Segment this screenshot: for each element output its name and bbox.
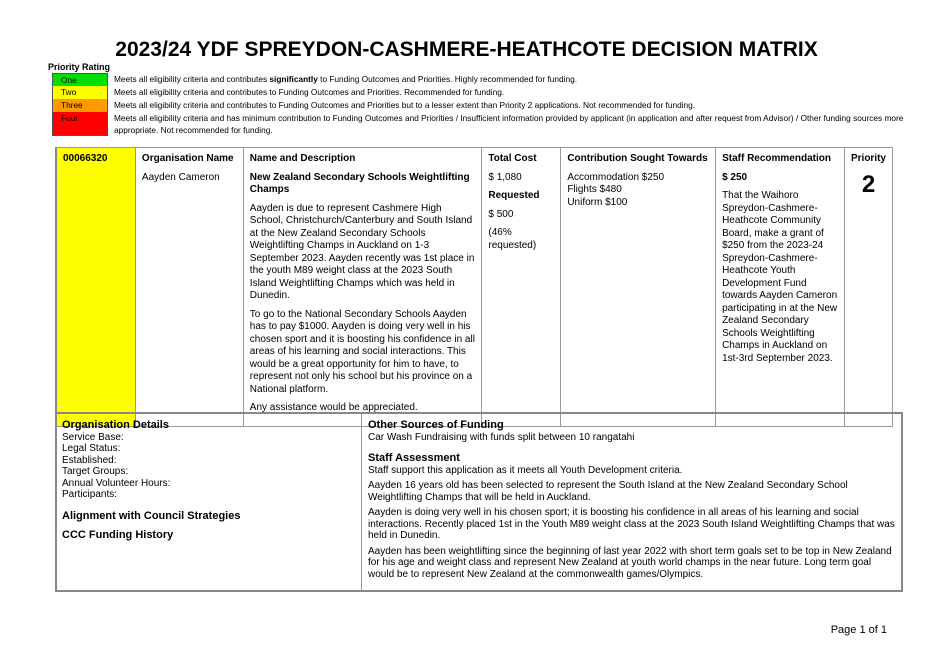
field-label: Annual Volunteer Hours:	[62, 477, 171, 489]
requested-percent: (46% requested)	[488, 227, 537, 251]
org-details-title: Organisation Details	[62, 419, 169, 431]
staff-assessment-title: Staff Assessment	[368, 452, 460, 464]
contribution-item: Flights $480	[567, 184, 622, 195]
page-number: Page 1 of 1	[830, 624, 887, 636]
staff-cell	[716, 148, 845, 427]
contribution-item: Accommodation $250	[567, 171, 665, 183]
desc-text: Meets all eligibility criteria and contributes to Funding Outcomes and Priorities. Recommended for funding.	[114, 87, 505, 97]
field-label: Service Base:	[62, 431, 124, 443]
contribution-item: Uniform $100	[567, 196, 628, 208]
assessment-paragraph: Aayden 16 years old has been selected to represent the South Island at the New Zealand Secondary School Weightlifting Champs that will be held in Auckland.	[368, 480, 848, 503]
org-name: Aayden Cameron	[141, 171, 220, 183]
field-label: Established:	[62, 454, 117, 466]
priority-legend-row	[52, 99, 912, 112]
cost-header: Total Cost	[488, 153, 537, 164]
org-header: Organisation Name	[141, 153, 234, 164]
priority-legend	[52, 73, 912, 136]
funding-history-title: CCC Funding History	[62, 529, 174, 541]
requested-label: Requested	[488, 190, 540, 201]
description-paragraph: Any assistance would be appreciated.	[249, 402, 418, 413]
application-id-cell	[56, 148, 135, 427]
priority-cell	[844, 148, 892, 427]
staff-recommendation: That the Waihoro Spreydon-Cashmere-Heathcote Community Board, make a grant of $250 from the 2023-24 Spreydon-Cashmere-Heathcote Youth Development Fund towards Aayden Cameron participating in at the New Zealand Secondary Schools Weightlifting Champs in Auckland on 1st-3rd September 2023.	[722, 190, 838, 364]
desc-text: Meets all eligibility criteria and contributes	[114, 74, 270, 84]
field-label: Participants:	[62, 489, 118, 500]
priority-value: 2	[861, 170, 876, 198]
priority-header: Priority	[850, 153, 886, 164]
other-sources-title: Other Sources of Funding	[368, 419, 504, 431]
description-paragraph: To go to the National Secondary Schools Aayden has to pay $1000. Aayden is doing very well in his chosen sport and it is boosting his confidence in all areas of his learning and social interactions. This would be a great opportunity for him to have, to represent not only his school but his province on a National platform.	[249, 308, 475, 395]
priority-swatch: Four	[52, 112, 108, 136]
priority-description	[108, 73, 577, 85]
other-sources-text: Car Wash Fundraising with funds split between 10 rangatahi	[368, 431, 635, 443]
project-name: New Zealand Secondary Schools Weightlifting Champs	[249, 171, 470, 195]
application-table	[55, 147, 893, 427]
field-label: Target Groups:	[62, 466, 129, 477]
priority-swatch: Two	[52, 86, 108, 99]
description-paragraph: Aayden is due to represent Cashmere High School, Christchurch/Canterbury and South Island at the New Zealand Secondary Schools Weightlifting Champs in Auckland on 1-3 September 2023. Aayden recently was 1st place in the youth M89 weight class at the 2023 South Island Weightlifting Champs which was held in Dunedin.	[249, 202, 475, 301]
funding-assessment	[363, 414, 901, 590]
requested-amount: $ 500	[488, 208, 514, 220]
priority-description	[108, 99, 695, 111]
contribution-cell	[561, 148, 716, 427]
desc-text: Meets all eligibility criteria and has minimum contribution to Funding Outcomes and Priorities / Insufficient information provided by applicant (in application and after request from Advisor) / Other funding sources more appropriate. Not recommended for funding.	[114, 113, 904, 135]
contrib-header: Contribution Sought Towards	[567, 153, 708, 164]
assessment-paragraph: Staff support this application as it meets all Youth Development criteria.	[368, 464, 683, 476]
page-title: 2023/24 YDF SPREYDON-CASHMERE-HEATHCOTE DECISION MATRIX	[115, 38, 818, 61]
org-cell	[135, 148, 243, 427]
application-id: 00066320	[63, 153, 108, 164]
total-cost: $ 1,080	[488, 171, 522, 183]
cost-cell	[482, 148, 561, 427]
desc-text: to Funding Outcomes and Priorities. Highly recommended for funding.	[317, 74, 578, 84]
priority-legend-row	[52, 86, 912, 99]
priority-description	[108, 86, 504, 98]
assessment-paragraph: Aayden is doing very well in his chosen sport; it is boosting his confidence in all areas of his learning and social interactions. Recently placed 1st in the Youth M89 weight class at the 2023 South Island Weightlifting Champs that was held in Dunedin.	[368, 507, 895, 541]
desc-bold: significantly	[269, 74, 318, 84]
details-section	[55, 412, 903, 592]
staff-amount: $ 250	[722, 171, 748, 183]
org-details	[57, 414, 362, 590]
assessment-paragraph: Aayden has been weightlifting since the beginning of last year 2022 with short term goals set to be top in New Zealand for his age and weight class and represent New Zealand at youth world champs in the near future. Long term goal would be to represent New Zealand at the commonwealth games/Olympics.	[368, 545, 892, 580]
priority-legend-row	[52, 73, 912, 86]
priority-legend-row	[52, 112, 912, 136]
staff-header: Staff Recommendation	[722, 153, 831, 164]
desc-text: Meets all eligibility criteria and contributes to Funding Outcomes and Priorities but to a lesser extent than Priority 2 applications. Not recommended for funding.	[114, 100, 696, 110]
priority-swatch: Three	[52, 99, 108, 112]
priority-rating-title: Priority Rating	[48, 62, 111, 72]
field-label: Legal Status:	[62, 443, 121, 454]
description-cell	[243, 148, 482, 427]
alignment-title: Alignment with Council Strategies	[62, 509, 241, 522]
desc-header: Name and Description	[249, 153, 356, 164]
priority-swatch: One	[52, 73, 108, 86]
priority-description	[108, 112, 912, 136]
